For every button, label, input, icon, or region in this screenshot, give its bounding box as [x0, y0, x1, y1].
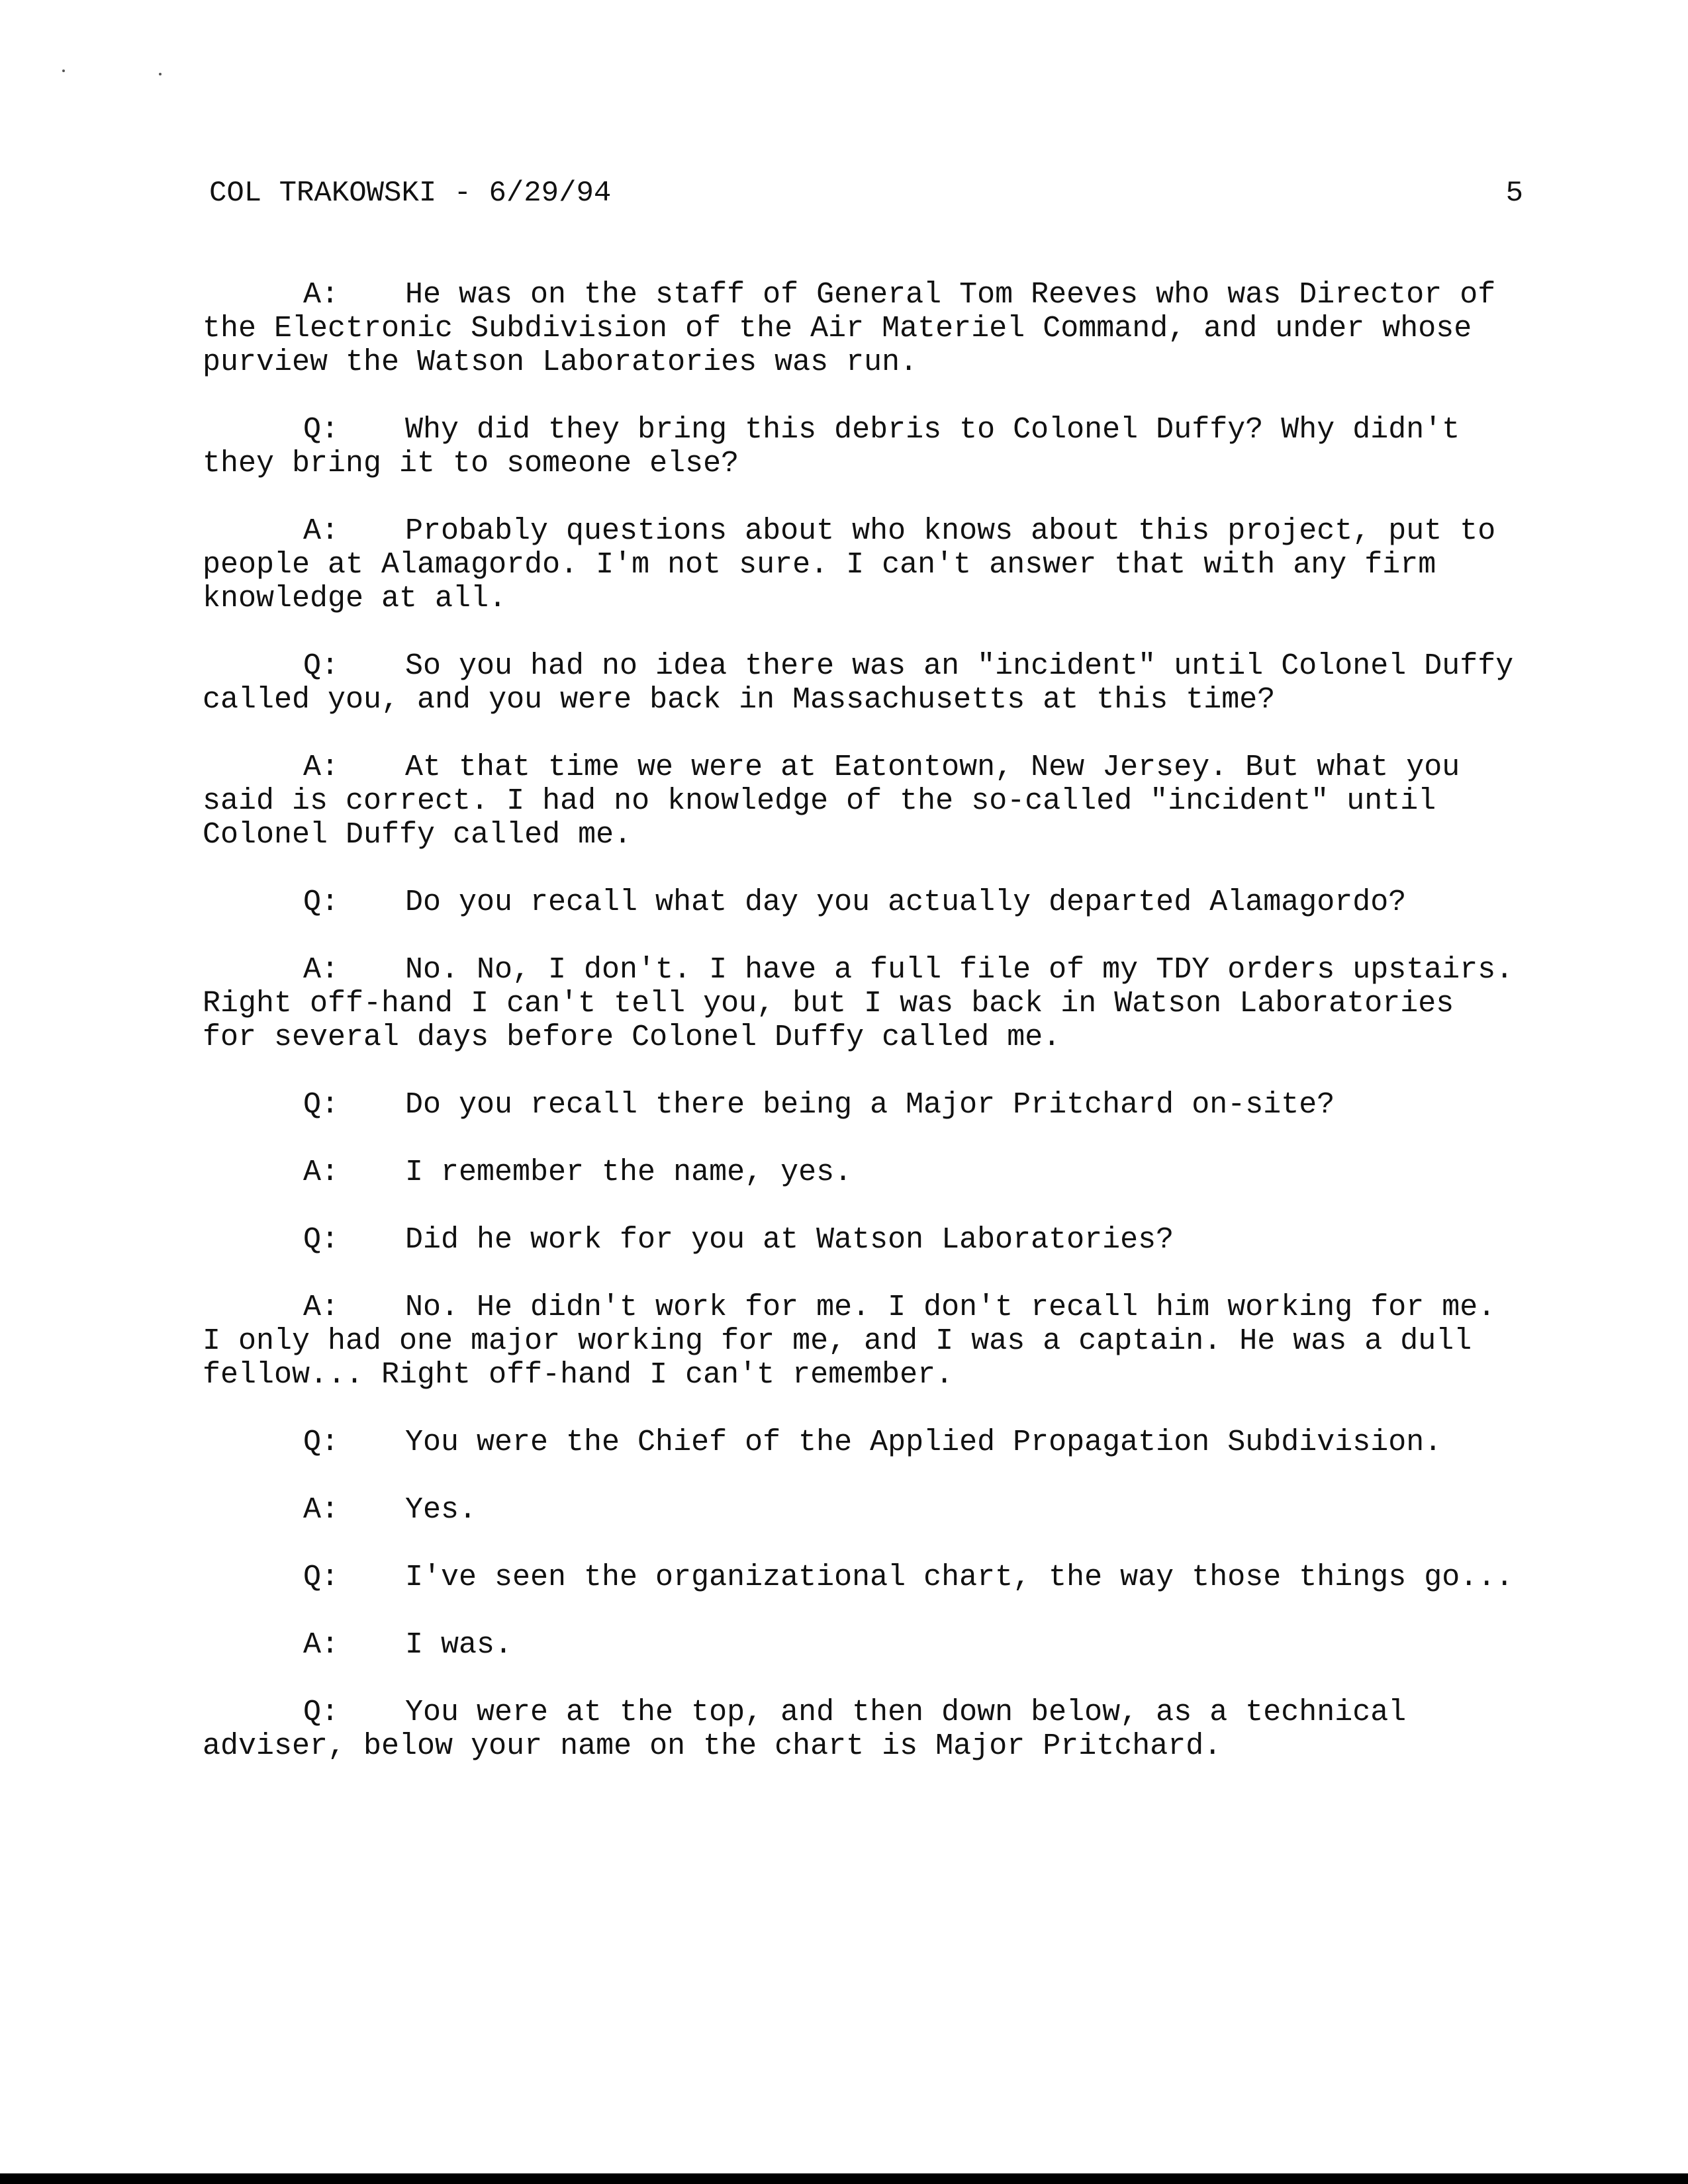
speaker-label: Q: [303, 413, 340, 447]
entry-text: I was. [405, 1628, 513, 1662]
entry-text: So you had no idea there was an "incident" until Colonel Duffy called you, and you were back in Massachusetts at this time? [203, 649, 1514, 717]
transcript-entry [203, 953, 1520, 1054]
speaker-label: Q: [303, 1696, 340, 1729]
entry-text: Why did they bring this debris to Colonel Duffy? Why didn't they bring it to someone else? [203, 413, 1460, 480]
speaker-label: Q: [303, 1088, 340, 1122]
speaker-label: Q: [303, 1426, 340, 1459]
entry-text: Did he work for you at Watson Laboratories? [405, 1223, 1174, 1257]
entry-text: Do you recall there being a Major Pritchard on-site? [405, 1088, 1335, 1122]
scan-speck [62, 69, 65, 72]
entry-text: I've seen the organizational chart, the way those things go... [405, 1561, 1514, 1594]
entry-text: At that time we were at Eatontown, New Jersey. But what you said is correct. I had no knowledge of the so-called "incident" until Colonel Duffy called me. [203, 751, 1460, 852]
page-number: 5 [1505, 177, 1523, 210]
transcript-entry [203, 1493, 1520, 1527]
entry-text: Yes. [405, 1493, 477, 1527]
transcript-entry [203, 514, 1520, 615]
transcript-entry [203, 1426, 1520, 1459]
document-title: COL TRAKOWSKI - 6/29/94 [209, 177, 612, 210]
entry-text: Do you recall what day you actually departed Alamagordo? [405, 886, 1407, 919]
speaker-label: Q: [303, 1561, 340, 1594]
transcript-entry [203, 886, 1520, 919]
transcript-entry [203, 1088, 1520, 1122]
speaker-label: A: [303, 514, 340, 548]
speaker-label: A: [303, 953, 340, 987]
transcript-entry [203, 1156, 1520, 1189]
speaker-label: A: [303, 1156, 340, 1189]
speaker-label: A: [303, 751, 340, 784]
entry-text: You were the Chief of the Applied Propagation Subdivision. [405, 1426, 1442, 1459]
transcript-entry [203, 751, 1520, 852]
transcript-body [203, 278, 1520, 1797]
speaker-label: A: [303, 1493, 340, 1527]
transcript-entry [203, 1223, 1520, 1257]
entry-text: Probably questions about who knows about this project, put to people at Alamagordo. I'm not sure. I can't answer that with any firm knowledge at all. [203, 514, 1496, 615]
entry-text: He was on the staff of General Tom Reeves who was Director of the Electronic Subdivision of the Air Materiel Command, and under whose purview the Watson Laboratories was run. [203, 278, 1496, 379]
transcript-entry [203, 1291, 1520, 1392]
speaker-label: A: [303, 278, 340, 312]
transcript-entry [203, 649, 1520, 717]
transcript-entry [203, 1561, 1520, 1594]
transcript-entry [203, 413, 1520, 480]
scan-bottom-edge [0, 2173, 1688, 2184]
speaker-label: Q: [303, 886, 340, 919]
speaker-label: A: [303, 1291, 340, 1324]
entry-text: You were at the top, and then down below, as a technical adviser, below your name on the chart is Major Pritchard. [203, 1696, 1407, 1763]
entry-text: No. He didn't work for me. I don't recall him working for me. I only had one major working for me, and I was a captain. He was a dull fellow... Right off-hand I can't remember. [203, 1291, 1496, 1392]
transcript-entry [203, 278, 1520, 379]
speaker-label: A: [303, 1628, 340, 1662]
speaker-label: Q: [303, 1223, 340, 1257]
speaker-label: Q: [303, 649, 340, 683]
entry-text: No. No, I don't. I have a full file of my TDY orders upstairs. Right off-hand I can't tell you, but I was back in Watson Laboratories for several days before Colonel Duffy called me. [203, 953, 1514, 1054]
scan-speck [159, 73, 162, 75]
transcript-entry [203, 1696, 1520, 1763]
transcript-entry [203, 1628, 1520, 1662]
entry-text: I remember the name, yes. [405, 1156, 853, 1189]
